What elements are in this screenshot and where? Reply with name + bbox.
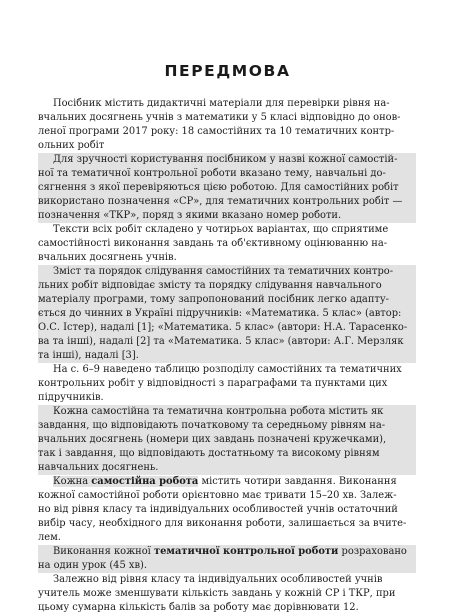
paragraph-7 [38, 475, 416, 545]
text-line: сягнення з якої перевіряються цією роботою. Для самостійних робіт [38, 182, 399, 193]
text-line: позначення «ТКР», поряд з якими вказано номер роботи. [38, 210, 342, 221]
paragraph-5 [38, 363, 416, 405]
text-line: матеріалу програми, тому запропонований посібник легко адапту- [38, 294, 390, 305]
text-line: кожної самостійної роботи орієнтовно має тривати 15–20 хв. Залеж- [38, 490, 397, 501]
paragraph-4-highlighted [38, 265, 416, 363]
text-line: леної програми 2017 року: 18 самостійних та 10 тематичних контр- [38, 126, 395, 137]
bold-term: самостійна робота [91, 476, 199, 487]
text-line: контрольних робіт у відповідності з параграфами та пунктами цих [38, 378, 388, 389]
text-line: завдання, що відповідають початковому та середньому рівням на- [38, 420, 386, 431]
text-line: На с. 6–9 наведено таблицю розподілу самостійних та тематичних [53, 364, 402, 375]
paragraph-8-highlighted [38, 545, 416, 573]
text-line: ва та інші), надалі [2] та «Математика. 5 клас» (автори: А.Г. Мерзляк [38, 336, 404, 347]
text-line: підручників. [38, 392, 104, 403]
text-line: но від рівня класу та індивідуальних особливостей учнів остаточний [38, 504, 398, 515]
text-segment: розраховано [338, 546, 407, 557]
text-line: цьому сумарна кількість балів за роботу має дорівнювати 12. [38, 602, 359, 613]
text-line: вчальних досягнень учнів з математики у 5 класі відповідно до онов- [38, 112, 401, 123]
text-line [38, 545, 416, 559]
text-line: вчальних досягнень учнів. [38, 252, 177, 263]
text-line: ється до чинних в Україні підручників: «Математика. 5 клас» (автор: [38, 308, 402, 319]
bold-term: тематичної контрольної роботи [153, 546, 339, 557]
text-line: Зміст та порядок слідування самостійних та тематичних контро- [53, 266, 394, 277]
text-line: льних робіт відповідає змісту та порядку слідування навчального [38, 280, 382, 291]
text-line: вибір часу, необхідного для виконання роботи, залишається за вчите- [38, 518, 407, 529]
text-line: Посібник містить дидактичні матеріали для перевірки рівня на- [53, 98, 390, 109]
paragraph-3 [38, 223, 416, 265]
text-line: Кожна самостійна та тематична контрольна робота містить як [53, 406, 384, 417]
text-line: ної та тематичної контрольної роботи вказано тему, навчальні до- [38, 168, 386, 179]
paragraph-2-highlighted [38, 153, 416, 223]
text-line: ольних робіт [38, 140, 105, 151]
paragraph-6-highlighted [38, 405, 416, 475]
page-body [38, 97, 416, 615]
paragraph-1 [38, 97, 416, 153]
text-line: Для зручності користування посібником у назві кожної самостій- [53, 154, 398, 165]
text-line: Тексти всіх робіт складено у чотирьох варіантах, що сприятиме [53, 224, 389, 235]
text-line: та інші), надалі [3]. [38, 350, 139, 361]
text-line: навчальних досягнень. [38, 462, 159, 473]
text-segment: Виконання кожної [53, 546, 154, 557]
text-segment: Кожна [53, 476, 92, 487]
text-line: так і завдання, що відповідають достатньому та високому рівням [38, 448, 380, 459]
text-line: лем. [38, 532, 61, 543]
text-line: самостійності виконання завдань та об'єктивному оцінюванню на- [38, 238, 388, 249]
text-line: вчальних досягнень (номери цих завдань позначені кружечками), [38, 434, 387, 445]
text-line: Залежно від рівня класу та індивідуальних особливостей учнів [53, 574, 383, 585]
text-line: О.С. Істер), надалі [1]; «Математика. 5 клас» (автори: Н.А. Тарасенко- [38, 322, 408, 333]
text-line: на один урок (45 хв). [38, 560, 148, 571]
text-line: використано позначення «СР», для тематичних контрольних робіт — [38, 196, 403, 207]
paragraph-9 [38, 573, 416, 615]
text-line [38, 475, 416, 489]
text-line: учитель може зменшувати кількість завдань у кожній СР і ТКР, при [38, 588, 396, 599]
text-segment: містить чотири завдання. Виконання [198, 476, 397, 487]
page-title: ПЕРЕДМОВА [164, 62, 291, 80]
